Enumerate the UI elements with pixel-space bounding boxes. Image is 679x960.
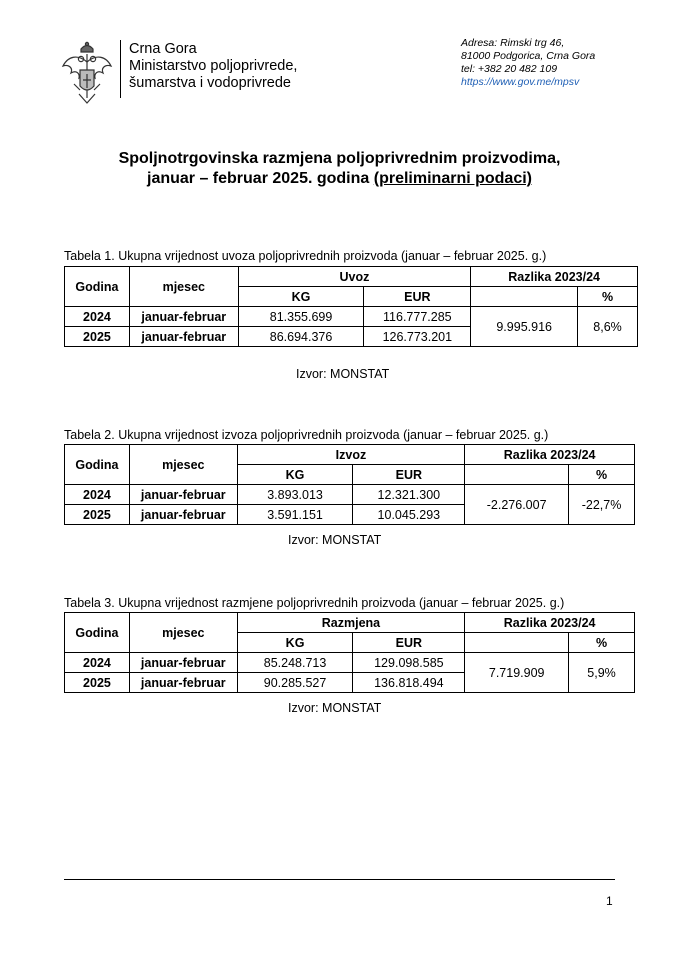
header-divider (120, 40, 121, 98)
address-line: Adresa: Rimski trg 46, (461, 37, 565, 49)
table-3-caption: Tabela 3. Ukupna vrijednost razmjene poljoprivrednih proizvoda (januar – februar 2025. g.) (64, 596, 565, 610)
title-line-2 (40, 169, 639, 189)
header-pct: % (569, 633, 635, 653)
export-table (64, 444, 635, 525)
eur-cell: 136.818.494 (353, 673, 465, 693)
year-cell: 2025 (65, 327, 130, 347)
year-cell: 2024 (65, 653, 130, 673)
month-cell: januar-februar (129, 327, 238, 347)
header-uvoz: Uvoz (238, 267, 471, 287)
ministry-line: Ministarstvo poljoprivrede, (129, 58, 298, 74)
month-cell: januar-februar (129, 673, 237, 693)
header-eur: EUR (353, 633, 465, 653)
year-cell: 2024 (65, 485, 130, 505)
header-godina: Godina (65, 445, 130, 485)
year-cell: 2024 (65, 307, 130, 327)
eur-cell: 116.777.285 (364, 307, 471, 327)
table-row (65, 307, 638, 327)
month-cell: januar-februar (129, 653, 237, 673)
table-1-caption: Tabela 1. Ukupna vrijednost uvoza poljoprivrednih proizvoda (januar – februar 2025. g.) (64, 249, 547, 263)
diff-value-cell: -2.276.007 (465, 485, 569, 525)
phone-line: tel: +382 20 482 109 (461, 63, 558, 75)
address-line: 81000 Podgorica, Crna Gora (461, 50, 596, 62)
header-razlika: Razlika 2023/24 (465, 613, 635, 633)
kg-cell: 86.694.376 (238, 327, 364, 347)
header-mjesec: mjesec (129, 267, 238, 307)
header-kg: KG (237, 633, 353, 653)
header-izvoz: Izvoz (237, 445, 465, 465)
diff-value-cell: 9.995.916 (471, 307, 578, 347)
header-godina: Godina (65, 267, 130, 307)
header-kg: KG (237, 465, 353, 485)
montenegro-coat-of-arms-icon (60, 40, 114, 106)
ministry-name (129, 41, 297, 92)
eur-cell: 10.045.293 (353, 505, 465, 525)
diff-pct-cell: 5,9% (569, 653, 635, 693)
header-diff-value-empty (471, 287, 578, 307)
header-diff-value-empty (465, 633, 569, 653)
eur-cell: 129.098.585 (353, 653, 465, 673)
document-title (40, 149, 639, 189)
month-cell: januar-februar (129, 485, 237, 505)
ministry-line: šumarstva i vodoprivrede (129, 75, 291, 91)
kg-cell: 81.355.699 (238, 307, 364, 327)
eur-cell: 126.773.201 (364, 327, 471, 347)
table-3-source: Izvor: MONSTAT (288, 701, 382, 715)
header-eur: EUR (364, 287, 471, 307)
title-preliminary-note: (preliminarni podaci) (373, 170, 532, 187)
title-line-1: Spoljnotrgovinska razmjena poljoprivrednim proizvodima, (118, 150, 561, 167)
month-cell: januar-februar (129, 505, 237, 525)
table-row (65, 653, 635, 673)
kg-cell: 3.893.013 (237, 485, 353, 505)
header-kg: KG (238, 287, 364, 307)
header-mjesec: mjesec (129, 613, 237, 653)
trade-table (64, 612, 635, 693)
month-cell: januar-februar (129, 307, 238, 327)
kg-cell: 85.248.713 (237, 653, 353, 673)
kg-cell: 3.591.151 (237, 505, 353, 525)
kg-cell: 90.285.527 (237, 673, 353, 693)
diff-value-cell: 7.719.909 (465, 653, 569, 693)
header-razlika: Razlika 2023/24 (465, 445, 635, 465)
header-mjesec: mjesec (129, 445, 237, 485)
header-eur: EUR (353, 465, 465, 485)
header-pct: % (569, 465, 635, 485)
table-row (65, 485, 635, 505)
header-godina: Godina (65, 613, 130, 653)
header-razmjena: Razmjena (237, 613, 465, 633)
contact-block (461, 37, 595, 89)
year-cell: 2025 (65, 673, 130, 693)
website-link[interactable]: https://www.gov.me/mpsv (461, 76, 580, 88)
eur-cell: 12.321.300 (353, 485, 465, 505)
table-2-caption: Tabela 2. Ukupna vrijednost izvoza poljoprivrednih proizvoda (januar – februar 2025. g.) (64, 428, 549, 442)
footer-divider (64, 879, 615, 880)
title-period: januar – februar 2025. godina (147, 170, 370, 187)
header-razlika: Razlika 2023/24 (471, 267, 638, 287)
diff-pct-cell: 8,6% (578, 307, 638, 347)
table-1-source: Izvor: MONSTAT (296, 367, 390, 381)
table-2-source: Izvor: MONSTAT (288, 533, 382, 547)
year-cell: 2025 (65, 505, 130, 525)
page-number: 1 (606, 894, 613, 908)
header-pct: % (578, 287, 638, 307)
ministry-line: Crna Gora (129, 41, 197, 57)
header-diff-value-empty (465, 465, 569, 485)
diff-pct-cell: -22,7% (569, 485, 635, 525)
import-table (64, 266, 638, 347)
